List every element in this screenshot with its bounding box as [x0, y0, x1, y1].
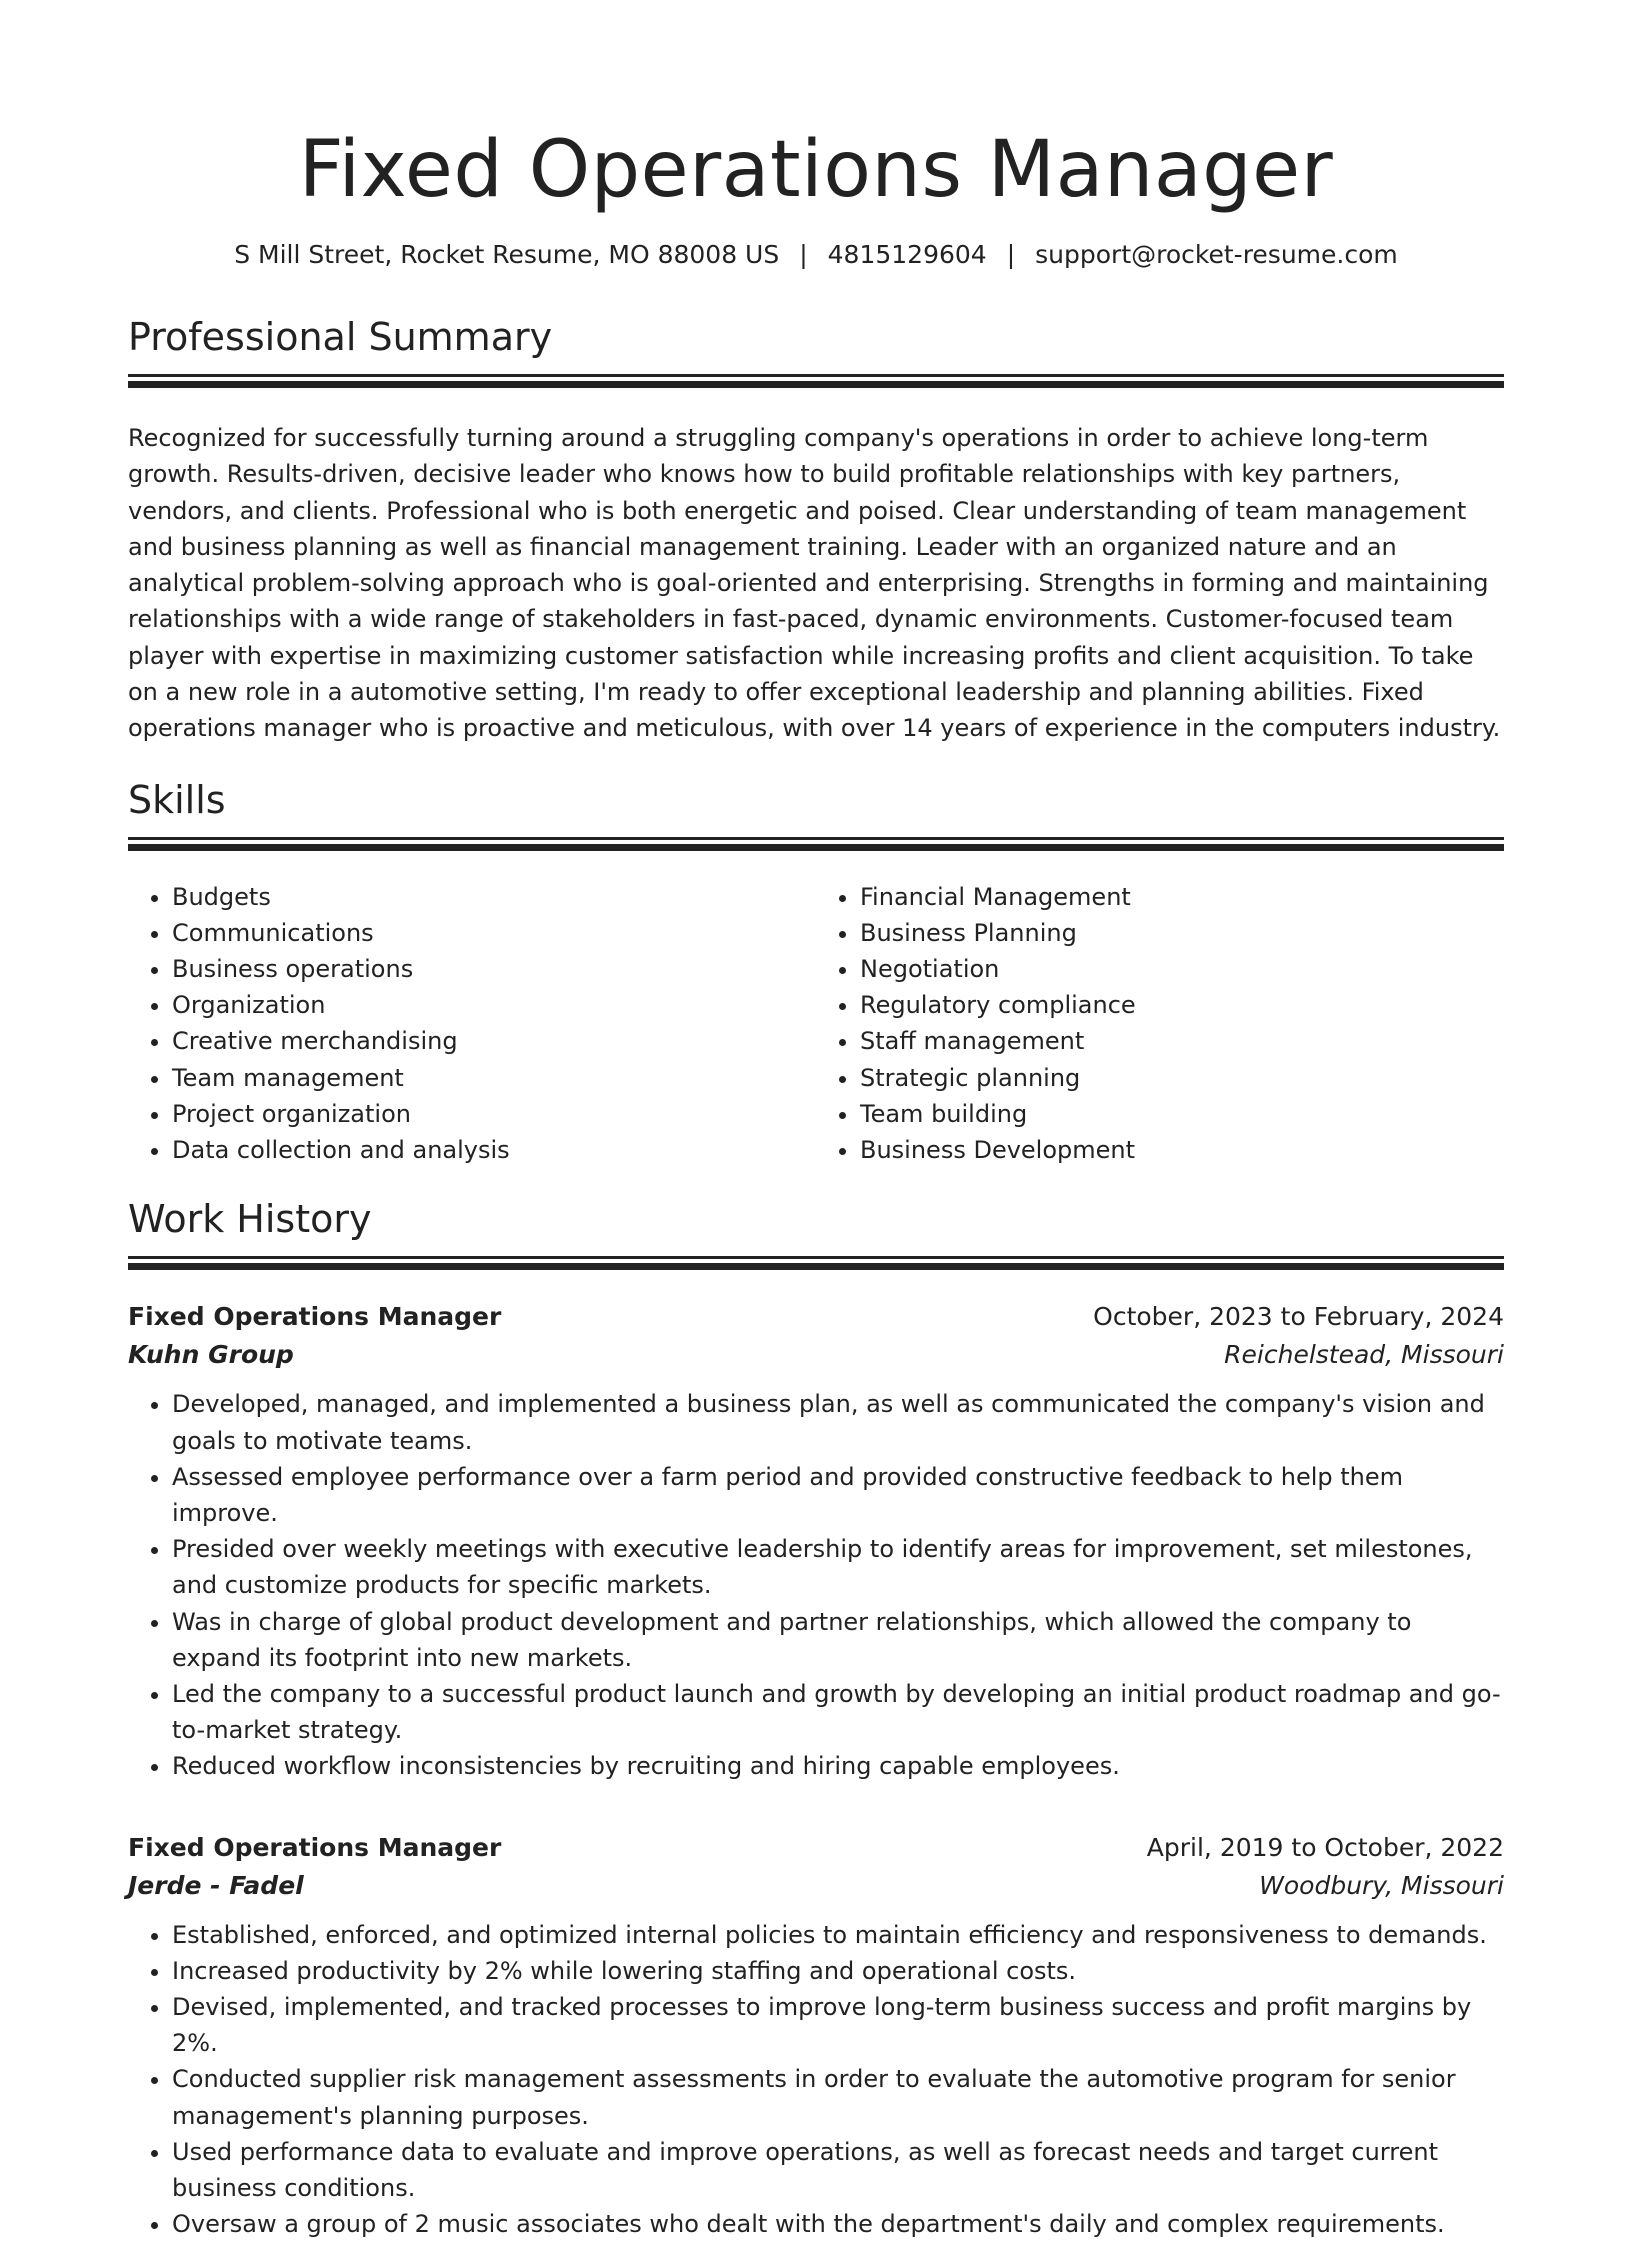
skills-grid: [128, 879, 1504, 1169]
job-location: Woodbury, Missouri: [1259, 1870, 1504, 1900]
job-entry: [128, 1298, 1504, 1784]
contact-address: S Mill Street, Rocket Resume, MO 88008 US: [234, 240, 780, 269]
contact-email: support@rocket-resume.com: [1035, 240, 1398, 269]
job-bullet: • Increased productivity by 2% while lowering staffing and operational costs.: [172, 1953, 1504, 1989]
contact-separator: |: [1006, 240, 1016, 269]
job-bullet-list: [128, 1917, 1504, 2242]
contact-phone: 4815129604: [827, 240, 987, 269]
job-dates: October, 2023 to February, 2024: [1093, 1302, 1504, 1332]
job-bullet: • Developed, managed, and implemented a business plan, as well as communicated the company's vision and goals to motivate teams.: [172, 1386, 1504, 1458]
job-company-row: [128, 1867, 1504, 1905]
job-bullet: • Assessed employee performance over a farm period and provided constructive feedback to help them improve.: [172, 1459, 1504, 1531]
job-header-row: [128, 1298, 1504, 1336]
job-bullet-list: [128, 1386, 1504, 1784]
skill-item: • Regulatory compliance: [860, 987, 1504, 1023]
skill-item: • Budgets: [172, 879, 816, 915]
resume-name: Fixed Operations Manager: [298, 125, 1334, 215]
section-divider: [128, 837, 1504, 861]
skills-column-left: [128, 879, 816, 1169]
job-bullet: • Used performance data to evaluate and improve operations, as well as forecast needs and target current business conditions.: [172, 2134, 1504, 2206]
job-bullet: • Was in charge of global product development and partner relationships, which allowed the company to expand its footprint into new markets.: [172, 1604, 1504, 1676]
skill-item: • Business operations: [172, 951, 816, 987]
skill-item: • Communications: [172, 915, 816, 951]
section-heading-work-history: Work History: [128, 1197, 372, 1242]
skill-item: • Business Development: [860, 1132, 1504, 1168]
section-heading-skills: Skills: [128, 777, 226, 822]
section-divider: [128, 374, 1504, 398]
job-bullet: • Reduced workflow inconsistencies by recruiting and hiring capable employees.: [172, 1748, 1504, 1784]
work-history-section: [128, 1194, 1504, 2242]
skill-item: • Project organization: [172, 1096, 816, 1132]
skill-item: • Strategic planning: [860, 1060, 1504, 1096]
job-company: Kuhn Group: [128, 1340, 294, 1370]
job-bullet: • Presided over weekly meetings with executive leadership to identify areas for improvement, set milestones, and customize products for specific markets.: [172, 1531, 1504, 1603]
contact-separator: |: [799, 240, 808, 269]
skill-item: • Creative merchandising: [172, 1023, 816, 1059]
section-heading-summary: Professional Summary: [128, 315, 553, 359]
job-company: Jerde - Fadel: [128, 1870, 304, 1900]
job-bullet: • Established, enforced, and optimized internal policies to maintain efficiency and responsiveness to demands.: [172, 1917, 1504, 1953]
job-entry: [128, 1829, 1504, 2242]
job-dates: April, 2019 to October, 2022: [1146, 1832, 1504, 1862]
job-location: Reichelstead, Missouri: [1224, 1340, 1504, 1370]
professional-summary-section: [128, 312, 1504, 747]
job-bullet: • Devised, implemented, and tracked processes to improve long-term business success and profit margins by 2%.: [172, 1989, 1504, 2061]
contact-line: [128, 238, 1504, 272]
job-company-row: [128, 1336, 1504, 1374]
skills-column-right: [816, 879, 1504, 1169]
summary-text: Recognized for successfully turning around a struggling company's operations in order to achieve long-term growth. Results-driven, decisive leader who knows how to build profitable relationships with key partners, vendors, and clients. Professional who is both energetic and poised. Clear understanding of team management and business planning as well as financial management training. Leader with an organized nature and an analytical problem-solving approach who is goal-oriented and enterprising. Strengths in forming and maintaining relationships with a wide range of stakeholders in fast-paced, dynamic environments. Customer-focused team player with expertise in maximizing customer satisfaction while increasing profits and client acquisition. To take on a new role in a automotive setting, I'm ready to offer exceptional leadership and planning abilities. Fixed operations manager who is proactive and meticulous, with over 14 years of experience in the computers industry.: [128, 424, 1501, 743]
skill-item: • Team building: [860, 1096, 1504, 1132]
resume-page: [0, 118, 1632, 2239]
section-divider: [128, 1256, 1504, 1280]
skill-item: • Financial Management: [860, 879, 1504, 915]
skill-item: • Team management: [172, 1060, 816, 1096]
skill-item: • Staff management: [860, 1023, 1504, 1059]
job-bullet: • Conducted supplier risk management assessments in order to evaluate the automotive program for senior management's planning purposes.: [172, 2061, 1504, 2133]
job-header-row: [128, 1829, 1504, 1867]
skill-item: • Negotiation: [860, 951, 1504, 987]
skill-item: • Business Planning: [860, 915, 1504, 951]
job-bullet: • Oversaw a group of 2 music associates who dealt with the department's daily and complex requirements.: [172, 2206, 1504, 2242]
skill-item: • Data collection and analysis: [172, 1132, 816, 1168]
job-bullet: • Led the company to a successful product launch and growth by developing an initial product roadmap and go-to-market strategy.: [172, 1676, 1504, 1748]
job-title: Fixed Operations Manager: [128, 1832, 502, 1862]
skill-item: • Organization: [172, 987, 816, 1023]
skills-section: [128, 775, 1504, 1169]
job-title: Fixed Operations Manager: [128, 1302, 502, 1332]
